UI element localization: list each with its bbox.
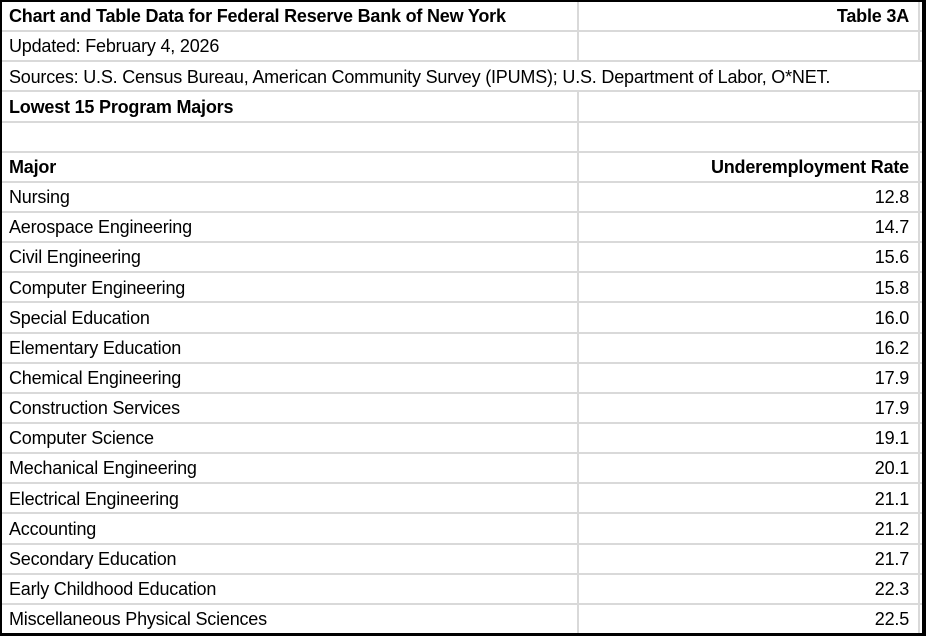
empty-cell[interactable] xyxy=(2,123,577,151)
rate-cell[interactable]: 22.3 xyxy=(579,575,918,603)
major-cell[interactable]: Elementary Education xyxy=(2,334,577,362)
edge-sliver-cell xyxy=(920,92,922,120)
empty-cell[interactable] xyxy=(579,32,918,60)
major-cell[interactable]: Chemical Engineering xyxy=(2,364,577,392)
sources-cell[interactable]: Sources: U.S. Census Bureau, American Community Survey (IPUMS); U.S. Department of Labor, O*NET. xyxy=(2,62,922,90)
sheet-title-cell[interactable]: Chart and Table Data for Federal Reserve Bank of New York xyxy=(2,2,577,30)
empty-cell[interactable] xyxy=(579,123,918,151)
edge-sliver-cell xyxy=(920,334,922,362)
edge-sliver-cell xyxy=(920,364,922,392)
rate-cell[interactable]: 16.2 xyxy=(579,334,918,362)
edge-sliver-cell xyxy=(920,123,922,151)
major-cell[interactable]: Nursing xyxy=(2,183,577,211)
edge-sliver-cell xyxy=(920,605,922,633)
edge-sliver-cell xyxy=(920,424,922,452)
edge-sliver-cell xyxy=(920,183,922,211)
edge-sliver-cell xyxy=(920,32,922,60)
edge-sliver-cell xyxy=(920,153,922,181)
major-cell[interactable]: Computer Science xyxy=(2,424,577,452)
rate-cell[interactable]: 16.0 xyxy=(579,303,918,331)
rate-cell[interactable]: 21.1 xyxy=(579,484,918,512)
edge-sliver-cell xyxy=(920,303,922,331)
major-cell[interactable]: Miscellaneous Physical Sciences xyxy=(2,605,577,633)
edge-sliver-cell xyxy=(920,484,922,512)
edge-sliver-cell xyxy=(920,213,922,241)
rate-cell[interactable]: 20.1 xyxy=(579,454,918,482)
column-header-rate[interactable]: Underemployment Rate xyxy=(579,153,918,181)
rate-cell[interactable]: 17.9 xyxy=(579,364,918,392)
major-cell[interactable]: Aerospace Engineering xyxy=(2,213,577,241)
subtitle-cell[interactable]: Lowest 15 Program Majors xyxy=(2,92,577,120)
major-cell[interactable]: Accounting xyxy=(2,514,577,542)
column-header-major[interactable]: Major xyxy=(2,153,577,181)
updated-date-cell[interactable]: Updated: February 4, 2026 xyxy=(2,32,577,60)
edge-sliver-cell xyxy=(920,273,922,301)
rate-cell[interactable]: 21.7 xyxy=(579,545,918,573)
major-cell[interactable]: Civil Engineering xyxy=(2,243,577,271)
major-cell[interactable]: Early Childhood Education xyxy=(2,575,577,603)
rate-cell[interactable]: 14.7 xyxy=(579,213,918,241)
major-cell[interactable]: Construction Services xyxy=(2,394,577,422)
empty-cell[interactable] xyxy=(579,92,918,120)
rate-cell[interactable]: 21.2 xyxy=(579,514,918,542)
rate-cell[interactable]: 12.8 xyxy=(579,183,918,211)
major-cell[interactable]: Computer Engineering xyxy=(2,273,577,301)
major-cell[interactable]: Electrical Engineering xyxy=(2,484,577,512)
edge-sliver-cell xyxy=(920,2,922,30)
rate-cell[interactable]: 15.6 xyxy=(579,243,918,271)
rate-cell[interactable]: 17.9 xyxy=(579,394,918,422)
edge-sliver-cell xyxy=(920,394,922,422)
rate-cell[interactable]: 15.8 xyxy=(579,273,918,301)
edge-sliver-cell xyxy=(920,545,922,573)
edge-sliver-cell xyxy=(920,514,922,542)
major-cell[interactable]: Mechanical Engineering xyxy=(2,454,577,482)
table-label-cell[interactable]: Table 3A xyxy=(579,2,918,30)
major-cell[interactable]: Special Education xyxy=(2,303,577,331)
edge-sliver-cell xyxy=(920,243,922,271)
rate-cell[interactable]: 22.5 xyxy=(579,605,918,633)
edge-sliver-cell xyxy=(920,575,922,603)
major-cell[interactable]: Secondary Education xyxy=(2,545,577,573)
rate-cell[interactable]: 19.1 xyxy=(579,424,918,452)
edge-sliver-cell xyxy=(920,454,922,482)
